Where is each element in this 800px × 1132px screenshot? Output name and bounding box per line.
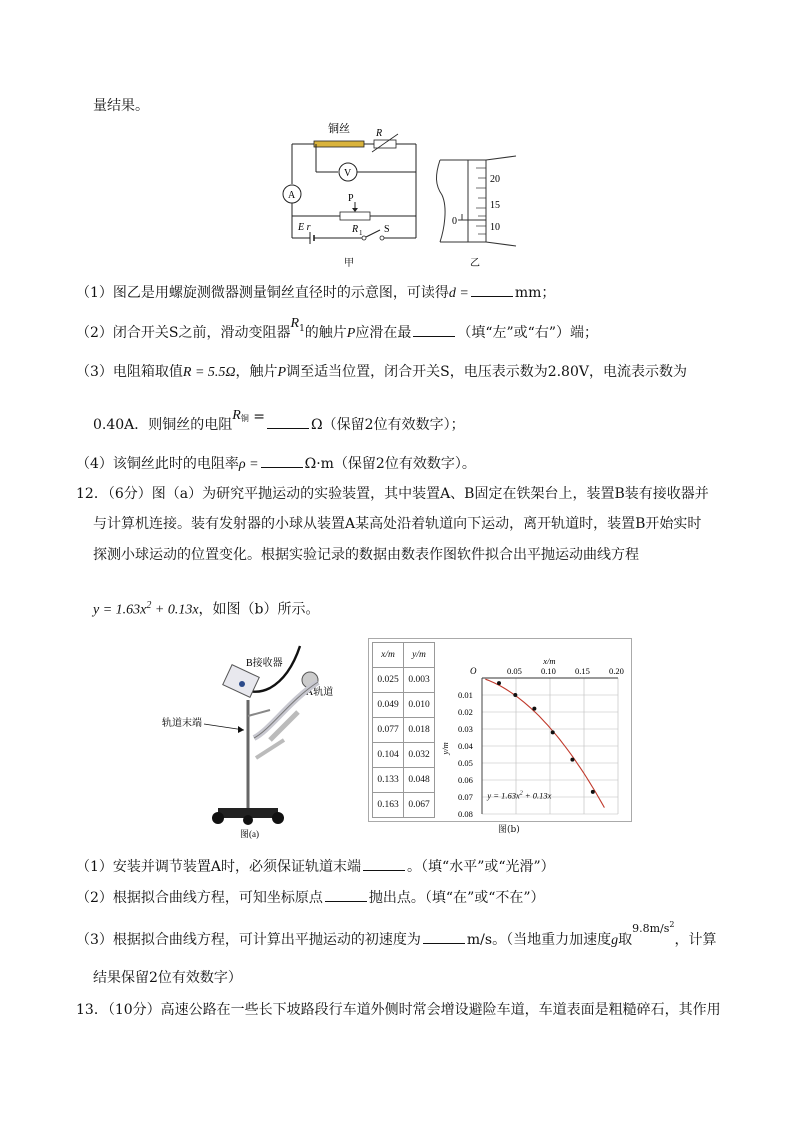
svg-text:A: A [288,190,296,201]
table-cell: 0.018 [404,718,435,743]
question-12-line-2: 与计算机连接。装有发射器的小球从装置A某高处沿着轨道向下运动，离开轨道时，装置B开始实时 [93,516,702,532]
table-row [373,743,435,768]
fit-curve [485,679,604,807]
x-tick-label: 0.15 [575,666,590,676]
answer-blank[interactable] [267,414,309,429]
svg-text:乙: 乙 [470,258,480,269]
question-12-3: （3）根据拟合曲线方程，可计算出平抛运动的初速度为 m/s。（当地重力加速度g取$^{9.8m/s2}$，计算 [76,920,717,948]
svg-text:10: 10 [490,222,500,233]
y-tick-label: 0.02 [458,707,473,717]
table-row [373,693,435,718]
table-cell: 0.003 [404,668,435,693]
question-1-4: （4）该铜丝此时的电阻率ρ = Ω·m（保留2位有效数字）。 [76,453,476,475]
data-point [513,693,517,697]
question-12-1: （1）安装并调节装置A时，必须保证轨道末端 。（填“水平”或“光滑”） [76,856,555,877]
copper-label: 铜丝 [328,123,350,135]
svg-text:E r: E r [298,222,311,233]
figure-a-caption: 图(a) [240,829,259,839]
answer-blank[interactable] [261,453,303,468]
svg-text:V: V [344,168,352,179]
y-tick-label: 0.08 [458,809,473,819]
question-1-3: （3）电阻箱取值R = 5.5Ω，触片P调至适当位置，闭合开关S，电压表示数为2.80V，电流表示数为 [76,364,687,380]
y-tick-label: 0.05 [458,758,473,768]
y-tick-label: 0.04 [458,741,473,751]
rheostat [340,212,370,220]
svg-text:R: R [376,128,383,139]
data-point [532,707,536,711]
table-cell: 0.032 [404,743,435,768]
svg-text:0: 0 [452,216,457,227]
data-point [591,790,595,794]
a-track-label: A轨道 [306,687,334,698]
x-tick-label: 0.10 [541,666,556,676]
table-cell: 0.049 [373,693,404,718]
b-receiver-label: B接收器 [246,658,283,669]
table-header-row [373,643,435,668]
x-tick-label: 0.05 [507,666,522,676]
micrometer [436,156,516,269]
question-1-1: （1）图乙是用螺旋测微器测量铜丝直径时的示意图，可读得d = mm； [76,282,555,304]
table-header-y: y/m [404,643,435,668]
table-cell: 0.104 [373,743,404,768]
y-tick-label: 0.03 [458,724,473,734]
table-row [373,793,435,818]
y-tick-label: 0.07 [458,792,473,802]
y-tick-label: 0.01 [458,690,473,700]
question-1-2: （2）闭合开关S之前，滑动变阻器$R^1$的触片P应滑在最 （填“左”或“右”）端； [76,316,598,341]
x-tick-label: 0.20 [609,666,624,676]
text-line: 量结果。 [93,98,149,114]
question-12-line-3: 探测小球运动的位置变化。根据实验记录的数据由数表作图软件拟合出平抛运动曲线方程 [93,547,639,563]
resistance-box [374,140,396,148]
y-tick-label: 0.06 [458,775,473,785]
data-table [372,642,435,818]
svg-text:P: P [348,193,354,204]
table-row [373,718,435,743]
question-12-3-cont: 结果保留2位有效数字） [93,970,242,986]
trajectory-chart [440,648,630,820]
svg-text:S: S [384,224,390,235]
copper-wire [314,141,364,147]
question-1-3-cont: 0.40A．则铜丝的电阻$R^铜 = \Omega$（保留2位有效数字）； [93,408,465,433]
question-12-line-4: $y = 1.63x^2 + 0.13x$，如图（b）所示。 [93,600,320,618]
apparatus-figure [160,640,360,840]
circuit-diagram [280,120,520,270]
x-axis-label: x/m [543,656,556,666]
fit-equation: $y = 1.63x^2 + 0.13x$ [487,790,552,801]
data-point [551,730,555,734]
table-cell: 0.077 [373,718,404,743]
track-end-label: 轨道末端 [162,718,202,729]
svg-text:甲: 甲 [344,258,354,269]
table-cell: 0.133 [373,768,404,793]
table-row [373,768,435,793]
answer-blank[interactable] [413,322,455,337]
answer-blank[interactable] [363,856,405,871]
question-12-2: （2）根据拟合曲线方程，可知坐标原点 抛出点。（填“在”或“不在”） [76,887,545,908]
question-12-line-1: 12．（6分）图（a）为研究平抛运动的实验装置，其中装置A、B固定在铁架台上，装置B装有接收器并 [76,486,709,502]
answer-blank[interactable] [325,887,367,902]
table-cell: 0.025 [373,668,404,693]
svg-text:20: 20 [490,174,500,185]
figure-b-caption: 图(b) [498,825,520,835]
answer-blank[interactable] [471,282,513,297]
table-cell: 0.048 [404,768,435,793]
svg-text:R: R [352,224,359,235]
table-header-x: x/m [373,643,404,668]
table-cell: 0.010 [404,693,435,718]
answer-blank[interactable] [423,929,465,944]
question-13: 13．（10分）高速公路在一些长下坡路段行车道外侧时常会增设避险车道，车道表面是粗糙碎石，其作用 [76,1002,721,1018]
svg-text:15: 15 [490,200,500,211]
table-cell: 0.163 [373,793,404,818]
y-axis-label: y/m [440,742,450,755]
data-point [570,758,574,762]
table-cell: 0.067 [404,793,435,818]
table-row [373,668,435,693]
svg-text:1: 1 [359,229,363,237]
data-point [497,681,501,685]
origin-label: O [470,666,477,676]
